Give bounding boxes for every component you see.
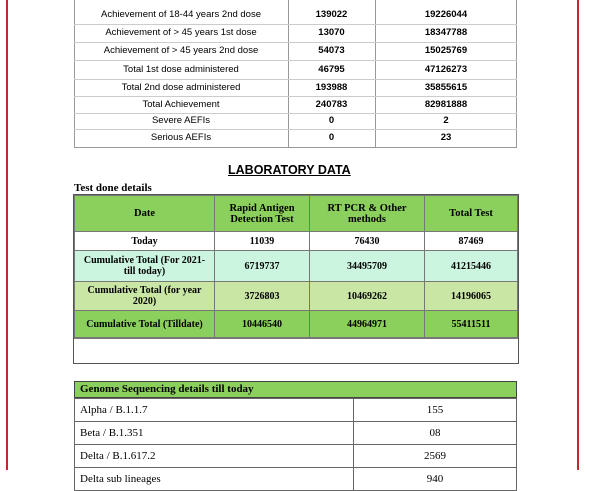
row-rtpcr: 34495709 [310, 251, 425, 282]
total-value: 82981888 [424, 99, 468, 110]
total-value: 23 [440, 132, 452, 143]
row-label: Serious AEFIs [150, 132, 212, 143]
table-row [75, 468, 517, 491]
vaccination-table [74, 0, 517, 148]
table-row [74, 79, 517, 96]
row-rat: 3726803 [215, 282, 310, 311]
variant-name: Delta sub lineages [75, 468, 354, 491]
row-label: Total Achievement [142, 99, 220, 110]
table-row [74, 96, 517, 113]
table-row [75, 251, 518, 282]
total-value: 19226044 [424, 9, 468, 20]
row-label: Severe AEFIs [151, 115, 211, 126]
variant-count: 940 [354, 468, 517, 491]
row-rtpcr: 76430 [310, 232, 425, 251]
table-row [74, 42, 517, 59]
total-value: 18347788 [424, 27, 468, 38]
row-rtpcr: 44964971 [310, 311, 425, 338]
blank-row [74, 338, 518, 363]
row-date: Today [75, 232, 215, 251]
variant-name: Beta / B.1.351 [75, 422, 354, 445]
table-row [75, 311, 518, 338]
total-value: 15025769 [424, 45, 468, 56]
today-value: 139022 [315, 9, 348, 20]
table-row [74, 24, 517, 41]
header-rat: Rapid Antigen Detection Test [215, 196, 310, 232]
variant-name: Delta / B.1.617.2 [75, 445, 354, 468]
variant-count: 2569 [354, 445, 517, 468]
table-row [74, 61, 517, 78]
total-value: 47126273 [424, 64, 468, 75]
row-date: Cumulative Total (For 2021- till today) [75, 251, 215, 282]
row-rtpcr: 10469262 [310, 282, 425, 311]
variant-count: 155 [354, 399, 517, 422]
table-row [75, 232, 518, 251]
laboratory-table [73, 194, 519, 364]
row-label: Total 2nd dose administered [121, 82, 241, 93]
today-value: 240783 [315, 99, 348, 110]
row-date: Cumulative Total (Tilldate) [75, 311, 215, 338]
table-row [75, 445, 517, 468]
genome-heading: Genome Sequencing details till today [74, 381, 517, 398]
table-row [74, 6, 517, 23]
row-rat: 10446540 [215, 311, 310, 338]
header-rtpcr: RT PCR & Other methods [310, 196, 425, 232]
row-total: 87469 [425, 232, 518, 251]
row-label: Achievement of 18-44 years 2nd dose [100, 9, 261, 20]
table-row [74, 129, 517, 146]
variant-name: Alpha / B.1.1.7 [75, 399, 354, 422]
laboratory-title: LABORATORY DATA [228, 163, 351, 177]
header-total: Total Test [425, 196, 518, 232]
test-details-subtitle: Test done details [74, 182, 152, 194]
table-row [75, 282, 518, 311]
total-value: 35855615 [424, 82, 468, 93]
today-value: 193988 [315, 82, 348, 93]
today-value: 0 [328, 115, 335, 126]
row-rat: 11039 [215, 232, 310, 251]
table-row [75, 399, 517, 422]
today-value: 46795 [318, 64, 345, 75]
row-label: Achievement of > 45 years 2nd dose [103, 45, 259, 56]
row-rat: 6719737 [215, 251, 310, 282]
variant-count: 08 [354, 422, 517, 445]
genome-sequencing-table [74, 381, 517, 491]
table-header-row [75, 196, 518, 232]
table-row [74, 112, 517, 129]
row-label: Achievement of > 45 years 1st dose [105, 27, 257, 38]
today-value: 54073 [318, 45, 345, 56]
today-value: 0 [328, 132, 335, 143]
table-row [75, 422, 517, 445]
row-total: 41215446 [425, 251, 518, 282]
today-value: 13070 [318, 27, 345, 38]
row-label: Total 1st dose administered [123, 64, 239, 75]
row-total: 55411511 [425, 311, 518, 338]
row-total: 14196065 [425, 282, 518, 311]
total-value: 2 [443, 115, 449, 126]
row-date: Cumulative Total (for year 2020) [75, 282, 215, 311]
page-border-left [6, 0, 8, 470]
page-border-right [577, 0, 579, 470]
header-date: Date [75, 196, 215, 232]
